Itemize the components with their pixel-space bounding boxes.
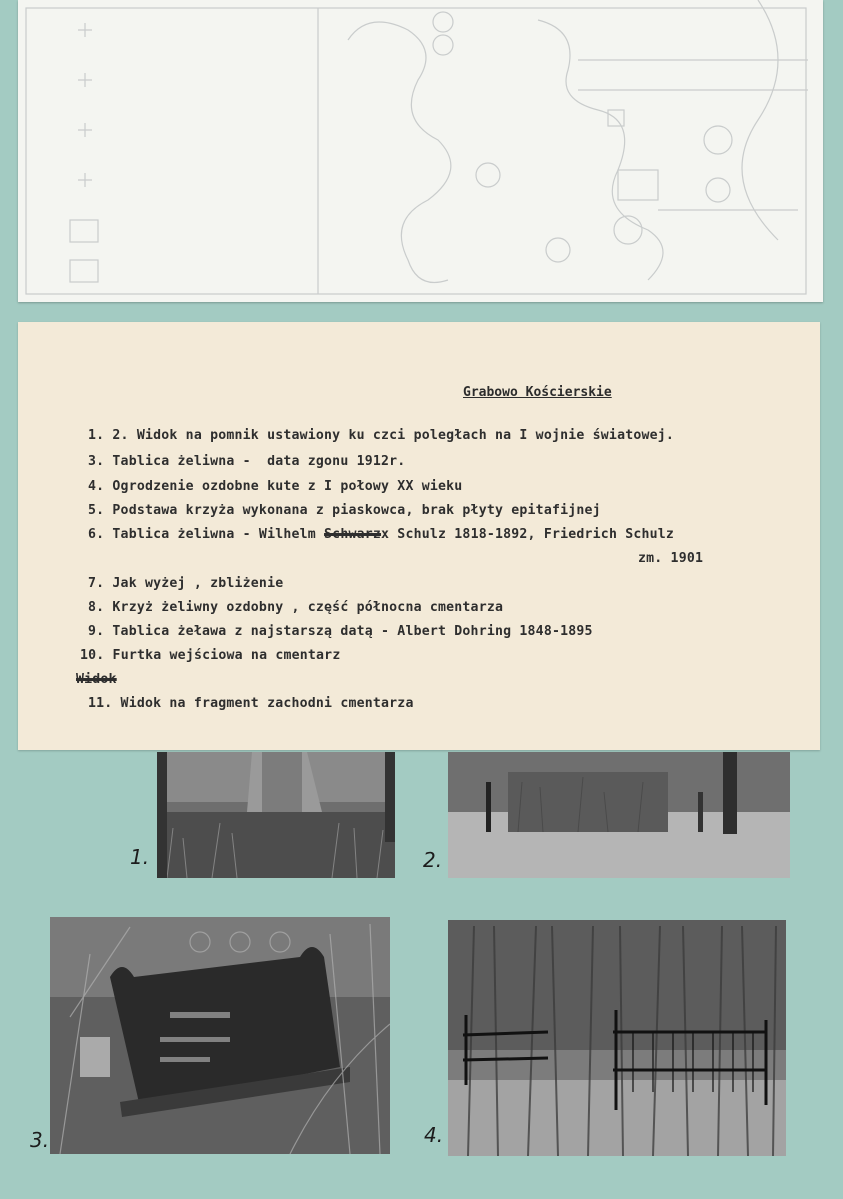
tracing-paper-sheet — [18, 0, 823, 302]
caption-line-8: 8. Krzyż żeliwny ozdobny , część północna cmentarza — [88, 600, 504, 615]
caption-line-7: 7. Jak wyżej , zbliżenie — [88, 576, 284, 591]
struck-word: Schwarz — [324, 527, 382, 542]
struck-line: Widok — [76, 672, 117, 687]
photo-2 — [448, 752, 790, 878]
photo-4 — [448, 920, 786, 1156]
caption-line-5: 5. Podstawa krzyża wykonana z piaskowca, brak płyty epitafijnej — [88, 503, 601, 518]
photo-3-label: 3. — [30, 1128, 50, 1152]
photo-3 — [50, 917, 390, 1154]
caption-line-6-rest: x Schulz 1818-1892, Friedrich Schulz — [381, 527, 675, 542]
photo-2-label: 2. — [423, 848, 443, 872]
caption-line-3: 3. Tablica żeliwna - data zgonu 1912r. — [88, 454, 406, 469]
caption-line-1-2: 1. 2. Widok na pomnik ustawiony ku czci poległach na I wojnie światowej. — [88, 428, 675, 443]
photo-1-label: 1. — [130, 845, 150, 869]
photo-1 — [157, 752, 395, 878]
card-title: Grabowo Kościerskie — [463, 385, 612, 400]
caption-line-6-start: 6. Tablica żeliwna - Wilhelm — [88, 527, 325, 542]
description-card — [18, 322, 820, 750]
caption-line-11: 11. Widok na fragment zachodni cmentarza — [88, 696, 414, 711]
caption-line-6 — [88, 527, 674, 542]
photo-4-label: 4. — [424, 1123, 444, 1147]
tracing-drawing — [18, 0, 823, 302]
caption-line-6-continuation: zm. 1901 — [638, 551, 704, 566]
caption-line-9: 9. Tablica żeława z najstarszą datą - Albert Dohring 1848-1895 — [88, 624, 593, 639]
caption-line-4: 4. Ogrodzenie ozdobne kute z I połowy XX wieku — [88, 479, 463, 494]
caption-line-10: 10. Furtka wejściowa na cmentarz — [80, 648, 341, 663]
